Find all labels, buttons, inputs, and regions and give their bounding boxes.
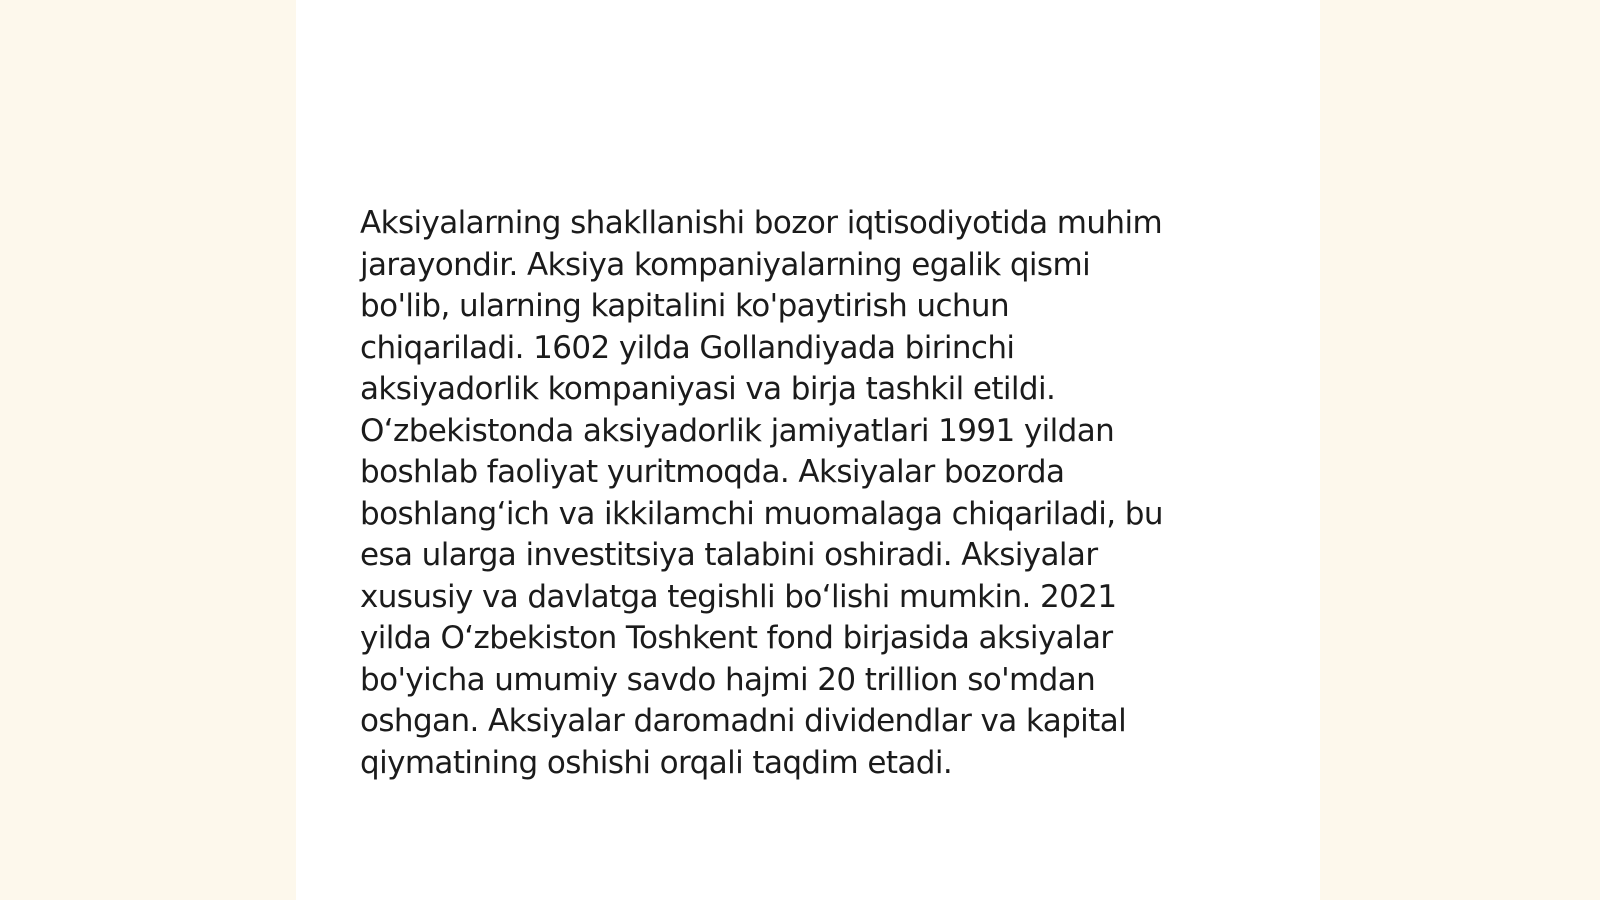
text-line: boshlab faoliyat yuritmoqda. Aksiyalar bozorda	[360, 454, 1065, 490]
slide	[296, 0, 1320, 900]
text-line: yilda O‘zbekiston Toshkent fond birjasida aksiyalar	[360, 620, 1113, 656]
text-line: bo'yicha umumiy savdo hajmi 20 trillion so'mdan	[360, 661, 1096, 698]
text-line: qiymatining oshishi orqali taqdim etadi.	[360, 744, 953, 781]
text-line: jarayondir. Aksiya kompaniyalarning egalik qismi	[360, 246, 1091, 283]
text-line: bo'lib, ularning kapitalini ko'paytirish uchun	[360, 288, 1010, 324]
text-line: boshlang‘ich va ikkilamchi muomalaga chiqariladi, bu	[360, 495, 1163, 532]
body-paragraph	[360, 203, 1260, 784]
text-line: xususiy va davlatga tegishli bo‘lishi mumkin. 2021	[360, 578, 1117, 615]
text-line: esa ularga investitsiya talabini oshiradi. Aksiyalar	[360, 537, 1098, 573]
text-line: aksiyadorlik kompaniyasi va birja tashkil etildi.	[360, 371, 1056, 407]
text-line: O‘zbekistonda aksiyadorlik jamiyatlari 1991 yildan	[360, 412, 1115, 449]
text-line: oshgan. Aksiyalar daromadni dividendlar va kapital	[360, 703, 1127, 739]
text-line: Aksiyalarning shakllanishi bozor iqtisodiyotida muhim	[360, 205, 1163, 241]
text-line: chiqariladi. 1602 yilda Gollandiyada birinchi	[360, 329, 1015, 366]
